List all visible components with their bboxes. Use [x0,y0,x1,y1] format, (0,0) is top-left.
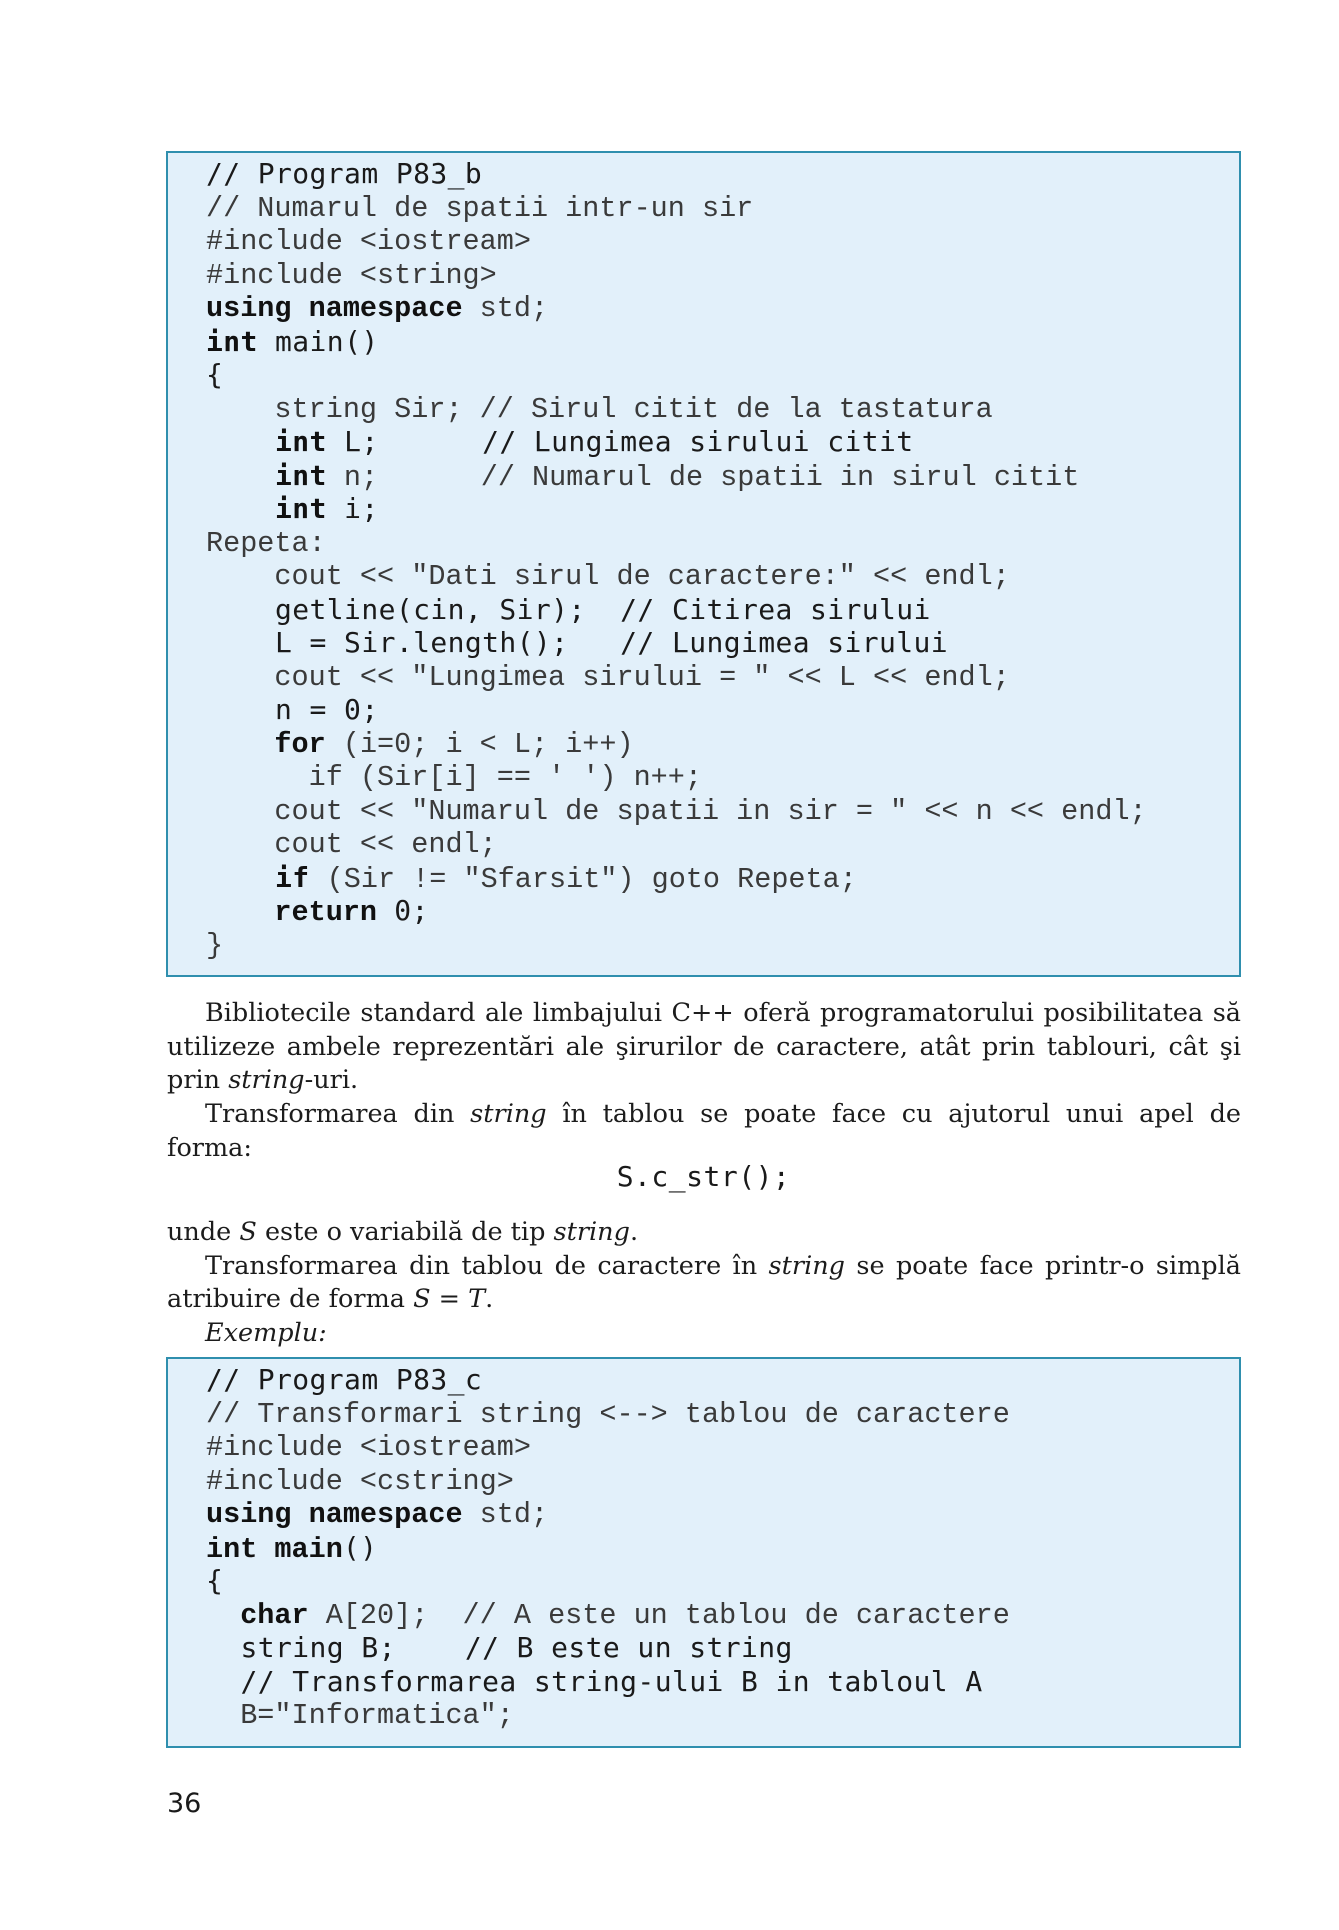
code-token: std; [462,292,549,325]
code-token: // Transformarea string-ului B in tabloul A [206,1664,983,1698]
code-token: int [206,492,327,525]
code-line [206,325,1239,359]
code-token: if [206,860,310,894]
code-line [206,1464,1239,1498]
code-listing-p83c [166,1357,1241,1748]
code-line [206,191,1239,225]
code-listing-p83b [166,151,1241,977]
code-line [206,425,1239,459]
code-line [206,1564,1239,1598]
code-line [206,894,1239,928]
code-token: char [206,1598,309,1632]
code-token: (Sir != "Sfarsit") goto Repeta; [309,862,857,896]
code-line [206,727,1239,761]
code-token: string Sir; // Sirul citit de la tastatura [206,392,993,426]
page-number: 36 [167,1788,202,1819]
body-text-section-2 [167,1216,1241,1351]
code-token: // Numarul de spatii intr-un sir [206,191,754,225]
code-token: n; // Numarul de spatii in sirul citit [326,460,1080,494]
code-token: return [206,896,378,929]
code-line [206,526,1239,560]
code-token: // Program P83_b [206,157,483,190]
code-token: } [206,928,224,962]
code-token: (i=0; i < L; i++) [325,727,634,761]
paragraph-array-to-string: Transformarea din tablou de caractere în string se poate face printr-o simplă atribuire de forma S = T. [167,1250,1241,1315]
code-token: i; [326,492,379,525]
code-token: () [342,1530,378,1564]
centered-code-snippet: S.c_str(); [616,1160,791,1193]
code-token: A[20]; // A este un tablou de caractere [308,1598,1010,1632]
code-line [206,358,1239,392]
code-token: cout << "Lungimea sirului = " << L << endl; [206,660,1010,694]
code-token: using namespace [206,1498,463,1531]
code-line [206,693,1239,727]
code-token: // Program P83_c [206,1363,483,1396]
code-token: B="Informatica"; [206,1699,514,1732]
code-token: int [206,324,258,358]
code-token: cout << "Dati sirul de caractere:" << endl; [206,560,1010,593]
code-token: main() [257,324,379,358]
code-line [206,1531,1239,1565]
code-line [206,1397,1239,1431]
code-line [206,928,1239,962]
code-line [206,1698,1239,1732]
code-token: #include <cstring> [206,1464,514,1498]
code-line [206,760,1239,794]
code-line [206,459,1239,493]
code-token: cout << "Numarul de spatii in sir = " << n << endl; [206,794,1147,828]
code-line [206,559,1239,593]
code-token: { [206,1564,224,1597]
code-token: L = Sir.length(); // Lungimea sirului [206,626,949,659]
paragraph-libraries: Bibliotecile standard ale limbajului C++ oferă programatorului posibilitatea să utilizeze ambele reprezentări ale şirurilor de caractere, atât prin tablouri, cât şi prin string-uri. [167,998,1241,1096]
code-token: for [206,727,326,761]
code-token: // Transformari string <--> tablou de caractere [206,1397,1010,1431]
code-line [206,827,1239,861]
code-token: if (Sir[i] == ' ') n++; [206,761,702,794]
code-token: string B; // B este un string [206,1631,793,1664]
body-text-section-1 [167,997,1241,1166]
code-line [206,794,1239,828]
code-line [206,291,1239,325]
code-token: #include <string> [206,258,497,292]
code-line [206,492,1239,526]
code-line [206,1363,1239,1397]
code-line [206,1430,1239,1464]
code-line [206,1497,1239,1531]
code-line [206,224,1239,258]
code-token: #include <iostream> [206,1431,531,1464]
code-token: { [206,358,224,391]
code-token: L; // Lungimea sirului citit [326,425,914,458]
example-label: Exemplu: [205,1318,327,1349]
code-line [206,593,1239,627]
code-token: std; [462,1498,549,1531]
code-token: cout << endl; [206,828,497,861]
code-line [206,157,1239,191]
code-token: Repeta: [206,526,326,560]
code-line [206,1665,1239,1699]
code-line [206,1631,1239,1665]
code-line [206,1598,1239,1632]
code-token: using namespace [206,292,463,325]
code-token: n = 0; [206,693,379,726]
code-token: 0; [377,894,429,927]
code-token: int [206,425,327,458]
paragraph-string-to-array: Transformarea din string în tablou se poate face cu ajutorul unui apel de forma: [167,1099,1242,1163]
code-line [206,861,1239,895]
code-line [206,626,1239,660]
code-line [206,392,1239,426]
paragraph-variable-note: unde S este o variabilă de tip string. [167,1217,639,1247]
code-line [206,660,1239,694]
code-token: int [206,458,327,492]
code-token: #include <iostream> [206,225,531,258]
code-token: getline(cin, Sir); // Citirea sirului [206,592,931,626]
code-line [206,258,1239,292]
code-token: int main [206,1532,343,1566]
